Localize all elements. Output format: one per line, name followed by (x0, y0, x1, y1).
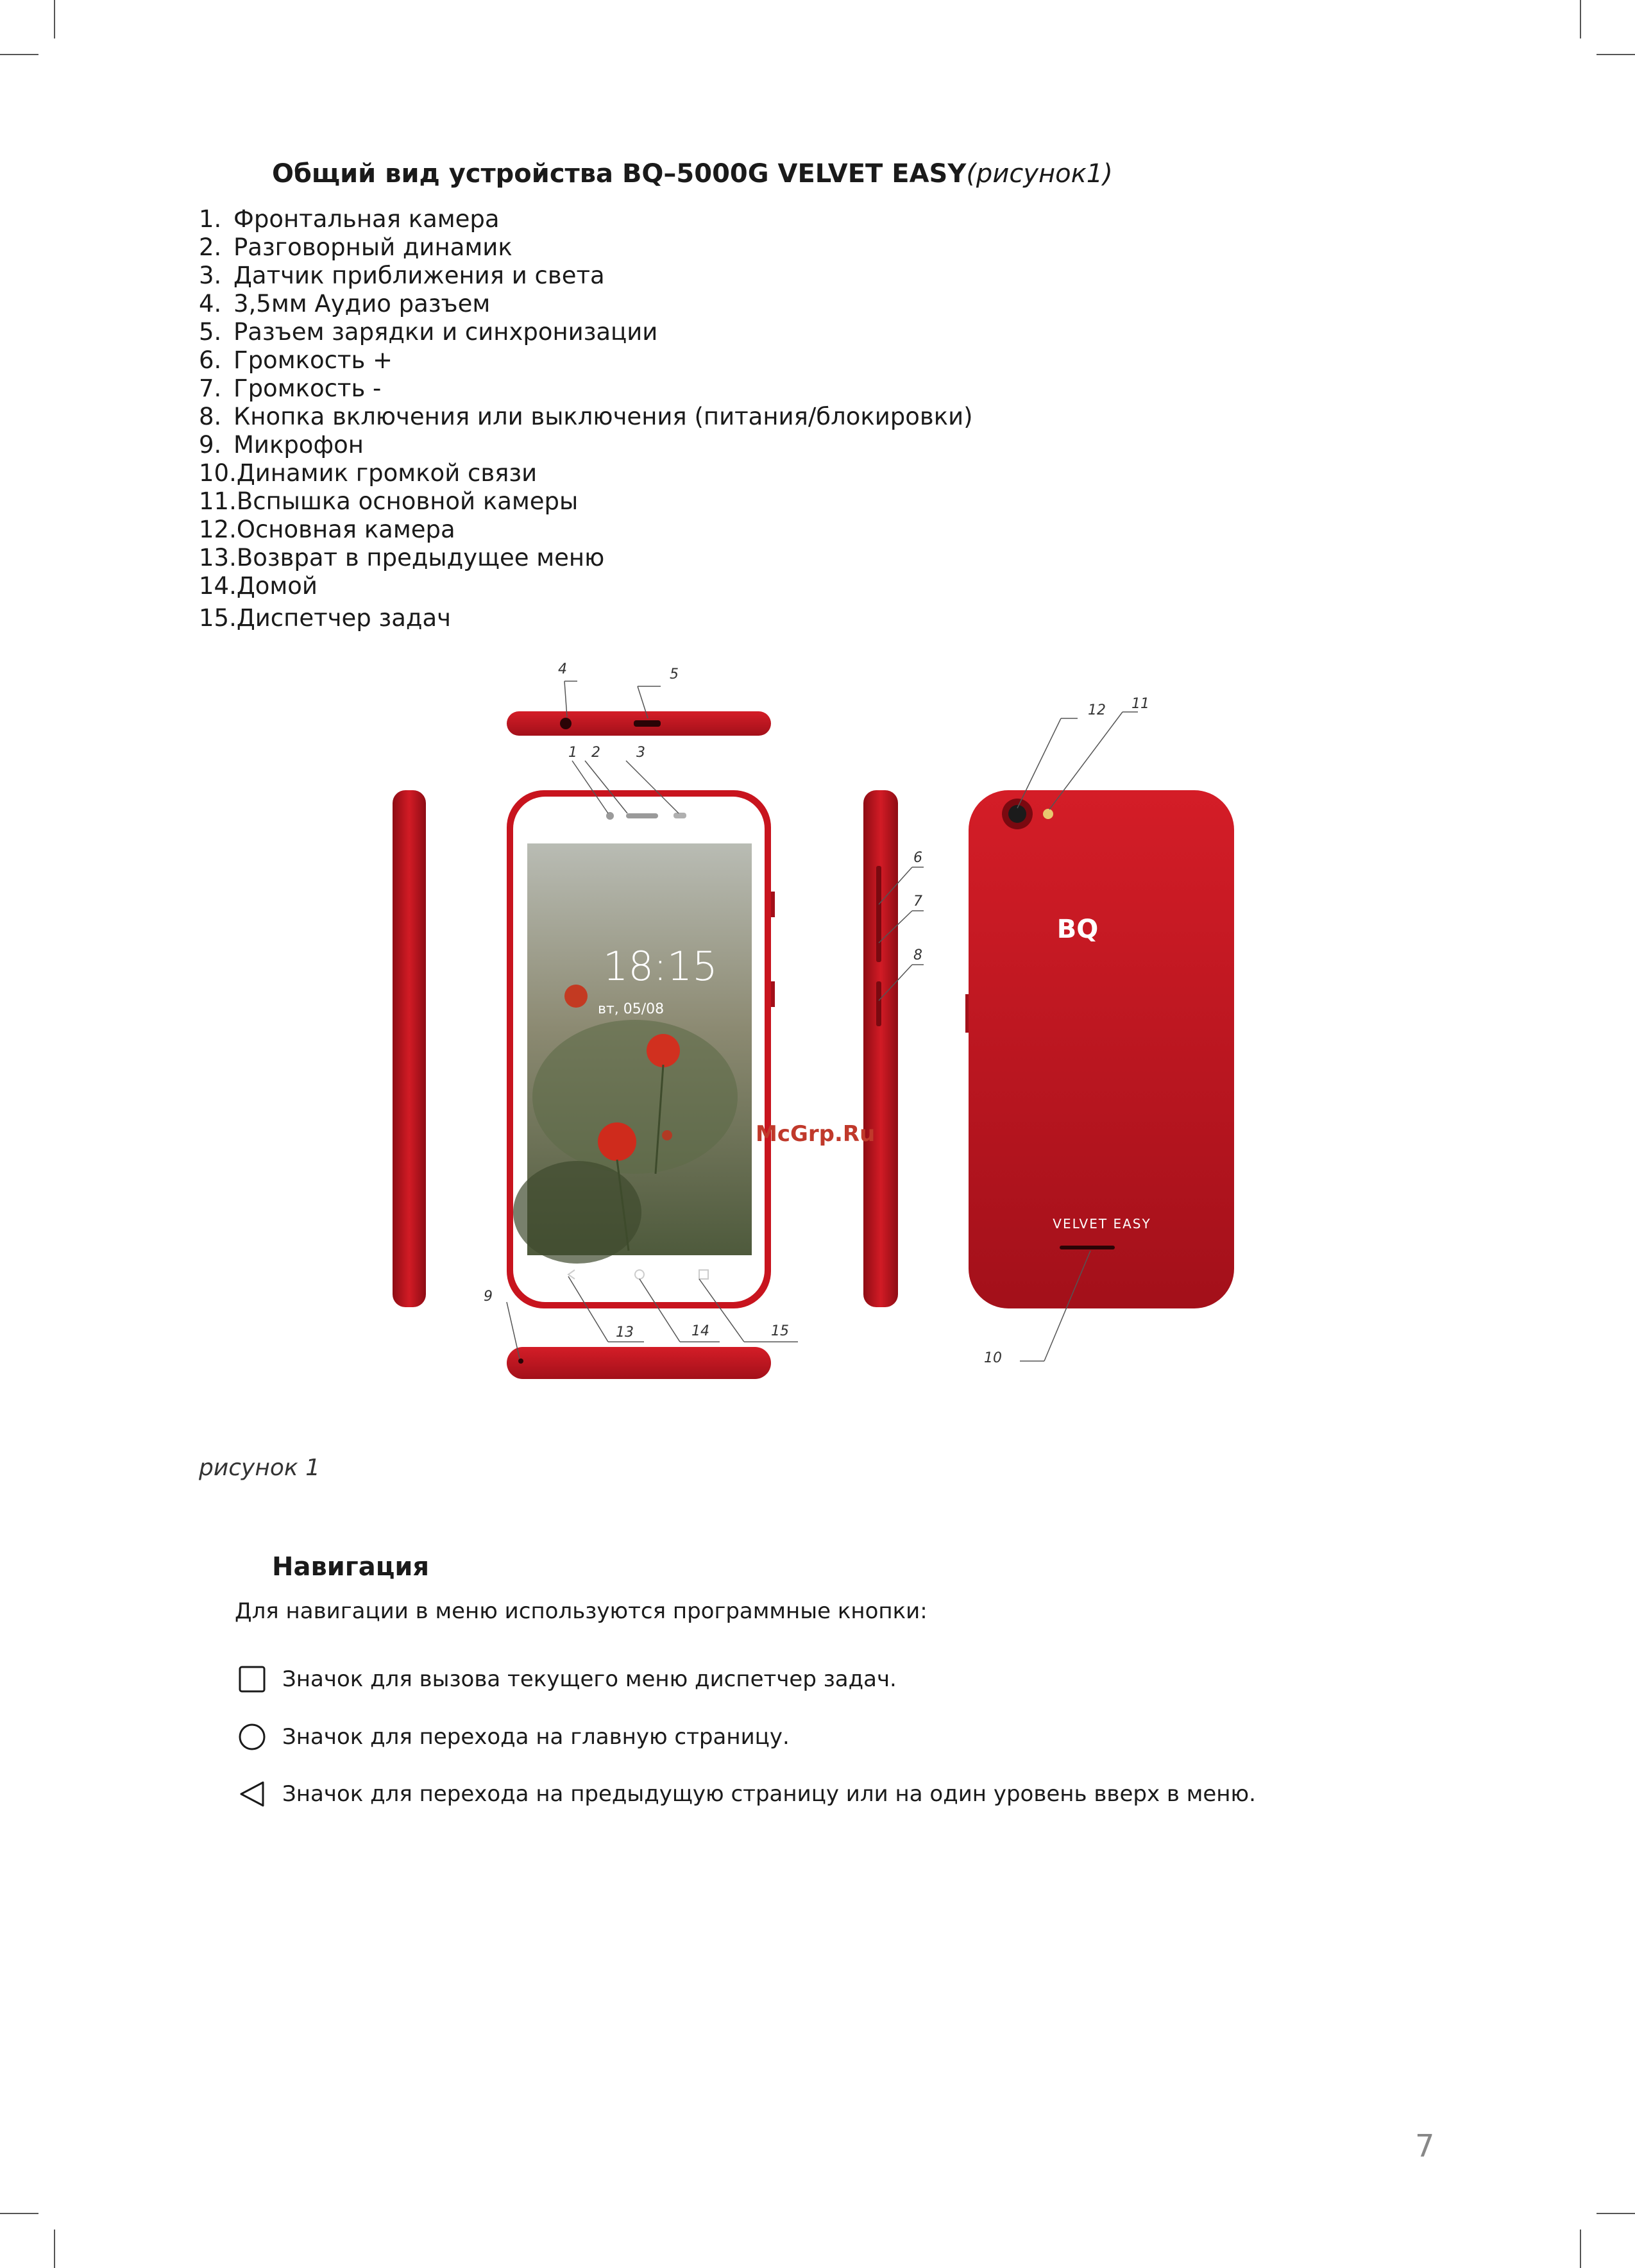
list-item: 12. Основная камера (199, 516, 455, 543)
page-title (272, 159, 1113, 189)
flash (1043, 809, 1053, 819)
list-item: 11. Вспышка основной камеры (199, 487, 579, 515)
front-view (507, 790, 775, 1308)
list-item: 15. Диспетчер задач (199, 604, 451, 632)
title-bold: Общий вид устройства BQ–5000G VELVET EASY (272, 159, 967, 189)
callout: 15 (771, 1323, 789, 1339)
crop-mark (0, 54, 38, 55)
callout: 8 (913, 947, 922, 963)
figure-caption: рисунок 1 (199, 1455, 320, 1481)
callout: 2 (591, 745, 600, 761)
callout: 13 (616, 1324, 634, 1341)
device-figure (359, 648, 1270, 1405)
list-item: 14. Домой (199, 572, 318, 600)
back-logo: BQ (1056, 915, 1099, 944)
callout: 3 (636, 745, 645, 761)
callout: 10 (984, 1350, 1002, 1366)
crop-mark (1597, 54, 1635, 55)
callout: 9 (484, 1289, 493, 1305)
crop-mark (1597, 2213, 1635, 2214)
list-item: 6. Громкость + (199, 346, 393, 374)
back-model: VELVET EASY (1053, 1216, 1151, 1231)
callout: 6 (913, 850, 922, 866)
list-item: 2. Разговорный динамик (199, 233, 513, 261)
earpiece (626, 813, 658, 818)
device-illustration (359, 648, 1270, 1405)
bottom-edge-view (507, 1347, 771, 1379)
screen-date: вт, 05/08 (598, 1001, 665, 1017)
proximity-sensor (673, 813, 686, 818)
circle-icon (236, 1721, 268, 1753)
page-number: 7 (1415, 2128, 1435, 2164)
crop-mark (0, 2213, 38, 2214)
callout: 5 (670, 666, 679, 682)
list-item: 8. Кнопка включения или выключения (питания/блокировки) (199, 403, 973, 430)
crop-mark (54, 2230, 55, 2268)
front-camera (606, 812, 614, 820)
square-icon (236, 1663, 268, 1695)
callout: 4 (558, 661, 567, 677)
left-side-view (393, 790, 426, 1307)
list-item: 10. Динамик громкой связи (199, 459, 538, 487)
top-edge-view (507, 711, 771, 736)
callout: 7 (913, 893, 922, 910)
nav-row-text: Значок для перехода на предыдущую страницу или на один уровень вверх в меню. (282, 1781, 1256, 1807)
nav-row-text: Значок для перехода на главную страницу. (282, 1724, 790, 1750)
back-view (965, 790, 1234, 1308)
section-intro: Для навигации в меню используются программные кнопки: (235, 1598, 928, 1624)
callout: 14 (691, 1323, 709, 1339)
crop-mark (1580, 0, 1581, 38)
list-item: 4. 3,5мм Аудио разъем (199, 290, 491, 317)
list-item: 3. Датчик приближения и света (199, 262, 605, 289)
list-item: 1. Фронтальная камера (199, 205, 500, 233)
parts-list (199, 205, 973, 632)
callout: 11 (1131, 696, 1149, 712)
list-item: 7. Громкость - (199, 375, 382, 402)
loudspeaker-grille (1060, 1246, 1115, 1249)
nav-row (236, 1721, 790, 1753)
callout: 12 (1088, 702, 1106, 718)
nav-row (236, 1663, 897, 1695)
section-heading: Навигация (272, 1552, 430, 1582)
list-item: 5. Разъем зарядки и синхронизации (199, 318, 658, 346)
crop-mark (1580, 2230, 1581, 2268)
crop-mark (54, 0, 55, 38)
list-item: 9. Микрофон (199, 431, 364, 459)
screen-time: 18:15 (603, 943, 718, 990)
nav-row (236, 1778, 1256, 1810)
title-italic: (рисунок1) (966, 159, 1113, 189)
list-item: 13. Возврат в предыдущее меню (199, 544, 605, 571)
nav-row-text: Значок для вызова текущего меню диспетчер задач. (282, 1666, 897, 1692)
callout: 1 (568, 745, 577, 761)
triangle-back-icon (236, 1778, 268, 1810)
watermark: McGrp.Ru (756, 1121, 876, 1147)
right-side-view (863, 790, 898, 1307)
